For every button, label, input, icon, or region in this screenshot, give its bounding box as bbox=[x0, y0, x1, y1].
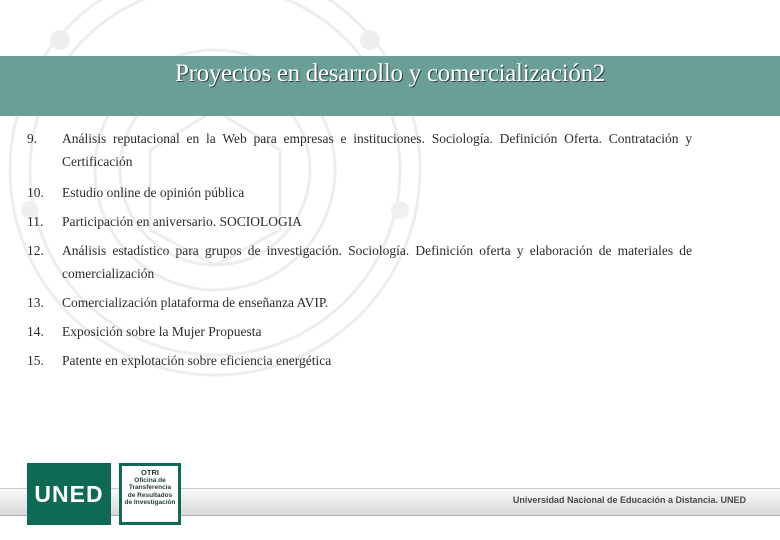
list-item bbox=[27, 182, 692, 205]
item-number: 14. bbox=[27, 324, 44, 339]
item-text: Exposición sobre la Mujer Propuesta bbox=[62, 324, 262, 339]
item-number: 12. bbox=[27, 243, 44, 258]
footer-university-name: Universidad Nacional de Educación a Distancia. UNED bbox=[512, 495, 746, 505]
otri-acronym: OTRI bbox=[141, 468, 159, 477]
item-text: Patente en explotación sobre eficiencia energética bbox=[62, 353, 332, 368]
slide-title: Proyectos en desarrollo y comercialización2 bbox=[175, 60, 605, 87]
otri-logo-inner bbox=[121, 465, 179, 523]
uned-logo: UNED bbox=[27, 463, 111, 525]
item-text: Comercialización plataforma de enseñanza AVIP. bbox=[62, 295, 329, 310]
item-number: 10. bbox=[27, 185, 44, 200]
item-number: 15. bbox=[27, 353, 44, 368]
list-item bbox=[27, 321, 692, 344]
otri-logo bbox=[119, 463, 181, 525]
otri-label: Oficina de Transferencia de Resultados de Investigación bbox=[124, 476, 176, 506]
list-item bbox=[27, 240, 692, 285]
item-number: 13. bbox=[27, 295, 44, 310]
item-text: Análisis reputacional en la Web para empresas e instituciones. Sociología. Definición Oferta. Contratación y Certificación bbox=[62, 131, 692, 169]
item-text: Participación en aniversario. SOCIOLOGIA bbox=[62, 214, 302, 229]
item-number: 11. bbox=[27, 214, 44, 229]
item-text: Estudio online de opinión pública bbox=[62, 185, 245, 200]
item-text: Análisis estadístico para grupos de investigación. Sociología. Definición oferta y elaboración de materiales de comercialización bbox=[62, 243, 692, 281]
list-item bbox=[27, 128, 692, 173]
item-number: 9. bbox=[27, 131, 38, 146]
list-item bbox=[27, 292, 692, 315]
list-item bbox=[27, 211, 692, 234]
list-item bbox=[27, 350, 692, 373]
